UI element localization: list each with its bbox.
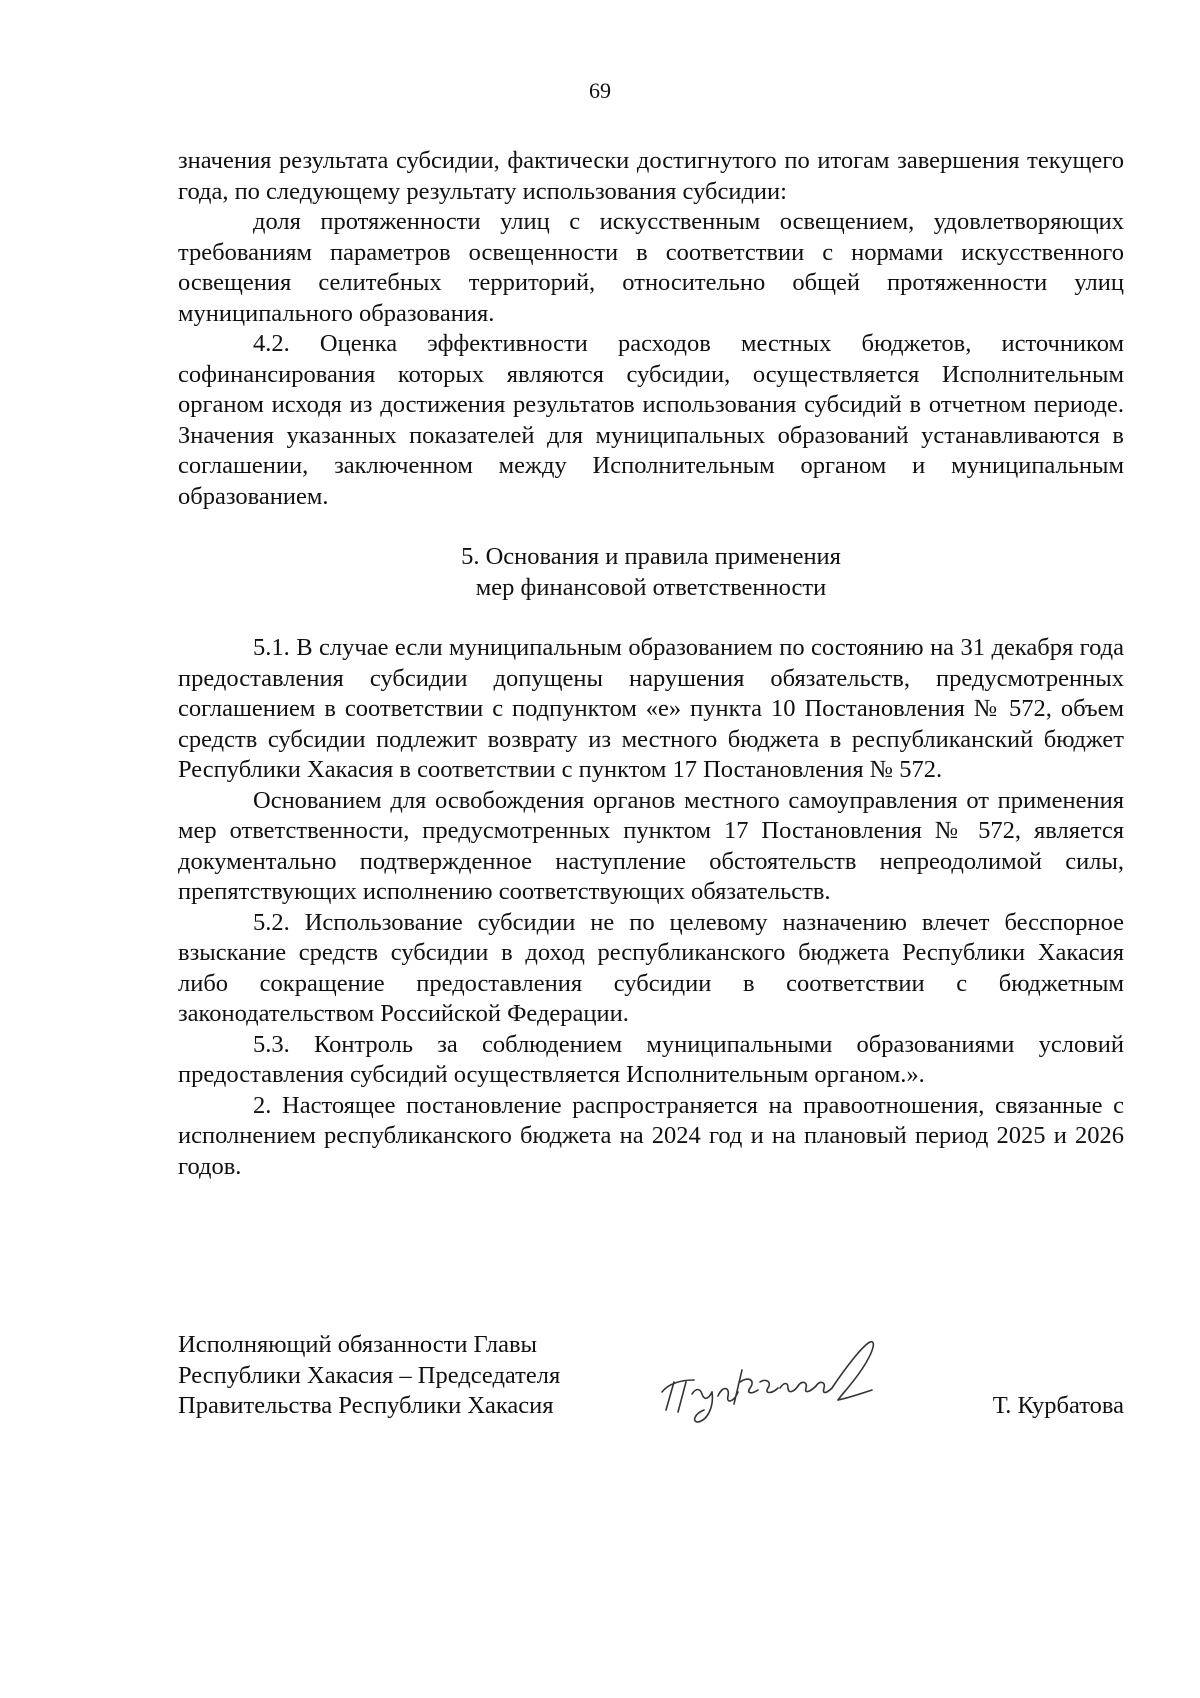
paragraph-result-value: значения результата субсидии, фактически достигнутого по итогам завершения текущего года, по следующему результату использования субсидии:: [178, 147, 1124, 205]
paragraph-5-2: 5.2. Использование субсидии не по целевому назначению влечет бесспорное взыскание средств субсидии в доход республиканского бюджета Республики Хакасия либо сокращение предоставления субсидии в соответствии с бюджетным законодательством Российской Федерации.: [178, 908, 1124, 1027]
signer-title: [178, 1330, 638, 1422]
paragraph-2-applicability: 2. Настоящее постановление распространяется на правоотношения, связанные с исполнением республиканского бюджета на 2024 год и на плановый период 2025 и 2026 годов.: [178, 1091, 1124, 1180]
section-5-heading-line-2: мер финансовой ответственности: [475, 573, 827, 601]
page-number: 69: [589, 78, 611, 103]
signer-title-line-2: Республики Хакасия – Председателя: [178, 1361, 561, 1389]
paragraph-street-lighting-share: доля протяженности улиц с искусственным освещением, удовлетворяющих требованиям параметров освещенности в соответствии с нормами искусственного освещения селитебных территорий, относительно общей протяженности улиц муниципального образования.: [178, 208, 1124, 327]
signer-name: Т. Курбатова: [992, 1392, 1124, 1419]
paragraph-release-grounds: Основанием для освобождения органов местного самоуправления от применения мер ответственности, предусмотренных пунктом 17 Постановления № 572, является документально подтвержденное наступление обстоятельств непреодолимой силы, препятствующих исполнению соответствующих обязательств.: [178, 786, 1124, 905]
paragraph-4-2-efficiency: 4.2. Оценка эффективности расходов местных бюджетов, источником софинансирования которых являются субсидии, осуществляется Исполнительным органом исходя из достижения результатов использования субсидий в отчетном периоде. Значения указанных показателей для муниципальных образований устанавливаются в соглашении, заключенном между Исполнительным органом и муниципальным образованием.: [178, 330, 1124, 510]
section-5-heading-line-1: 5. Основания и правила применения: [461, 543, 841, 570]
signature-block: [178, 1330, 1124, 1450]
paragraph-5-1: 5.1. В случае если муниципальным образованием по состоянию на 31 декабря года предоставления субсидии допущены нарушения обязательств, предусмотренных соглашением в соответствии с подпунктом «е» пункта 10 Постановления № 572, объем средств субсидии подлежит возврату из местного бюджета в республиканский бюджет Республики Хакасия в соответствии с пунктом 17 Постановления № 572.: [178, 634, 1124, 783]
signer-title-line-3: Правительства Республики Хакасия: [178, 1392, 554, 1419]
handwritten-signature: [648, 1330, 898, 1430]
paragraph-5-3: 5.3. Контроль за соблюдением муниципальными образованиями условий предоставления субсидий осуществляется Исполнительным органом.».: [178, 1030, 1124, 1088]
signer-title-line-1: Исполняющий обязанности Главы: [178, 1331, 538, 1358]
document-body: [178, 146, 1124, 1182]
section-5-heading: [178, 542, 1124, 603]
